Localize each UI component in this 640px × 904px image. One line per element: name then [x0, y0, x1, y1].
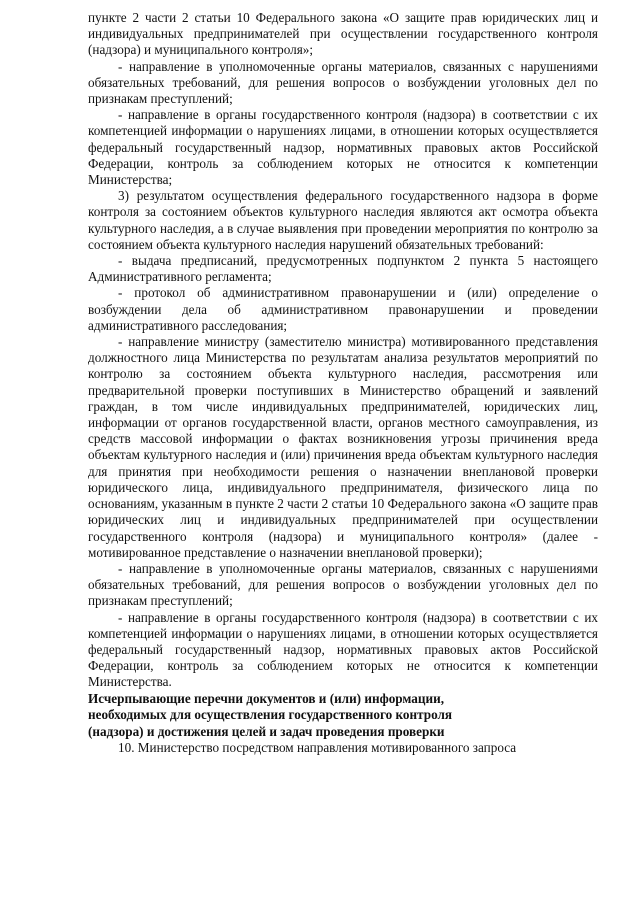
paragraph: - выдача предписаний, предусмотренных подпунктом 2 пункта 5 настоящего Административного регламента;: [88, 253, 598, 285]
paragraph: - направление в уполномоченные органы материалов, связанных с нарушениями обязательных требований, для решения вопросов о возбуждении уголовных дел по признакам преступлений;: [88, 58, 598, 107]
section-heading-line: необходимых для осуществления государственного контроля: [88, 707, 453, 723]
paragraph: пункте 2 части 2 статьи 10 Федерального закона «О защите прав юридических лиц и индивидуальных предпринимателей при осуществлении государственного контроля (надзора) и муниципального контроля»;: [88, 10, 598, 58]
section-heading-line: Исчерпывающие перечни документов и (или) информации,: [88, 690, 444, 706]
numbered-paragraph: 10. Министерство посредством направления мотивированного запроса: [118, 740, 517, 756]
section-heading-line: (надзора) и достижения целей и задач проведения проверки: [88, 723, 445, 739]
paragraph: - направление в органы государственного контроля (надзора) в соответствии с их компетенцией информации о нарушениях лицами, в отношении которых осуществляется федеральный государственный надзор, нормативных правовых актов Российской Федерации, контроль за соблюдением которых не относится к компетенции Министерства;: [88, 107, 598, 188]
paragraph: - направление в уполномоченные органы материалов, связанных с нарушениями обязательных требований, для решения вопросов о возбуждении уголовных дел по признакам преступлений;: [88, 560, 598, 609]
paragraph: - направление министру (заместителю министра) мотивированного представления должностного лица Министерства по результатам анализа результатов мероприятий по контролю за состоянием объекта культурного наследия, рассмотрения или предварительной проверки поступивших в Министерство обращений и заявлений граждан, в том числе индивидуальных предпринимателей, юридических лиц, информации от органов государственной власти, органов местного самоуправления, из средств массовой информации о фактах возникновения угрозы причинения вреда объектам культурного наследия и (или) причинения вреда объектам культурного наследия для принятия при необходимости решения о назначении внеплановой проверки юридического лица, индивидуального предпринимателя, физического лица по основаниям, указанным в пункте 2 части 2 статьи 10 Федерального закона «О защите прав юридических лиц и индивидуальных предпринимателей при осуществлении государственного контроля (надзора) и муниципального контроля» (далее - мотивированное представление о назначении внеплановой проверки);: [88, 334, 598, 560]
section-heading: [88, 691, 598, 741]
document-page: [88, 10, 598, 756]
paragraph: 3) результатом осуществления федерального государственного надзора в форме контроля за состоянием объектов культурного наследия являются акт осмотра объекта культурного наследия, а в случае выявления при проведении мероприятия по контролю за состоянием объекта культурного наследия нарушений обязательных требований:: [88, 188, 598, 252]
paragraph: - протокол об административном правонарушении и (или) определение о возбуждении дела об административном правонарушении и проведении административного расследования;: [88, 285, 598, 333]
paragraph: - направление в органы государственного контроля (надзора) в соответствии с их компетенцией информации о нарушениях лицами, в отношении которых осуществляется федеральный государственный надзор, нормативных правовых актов Российской Федерации, контроль за соблюдением которых не относится к компетенции Министерства.: [88, 609, 598, 690]
